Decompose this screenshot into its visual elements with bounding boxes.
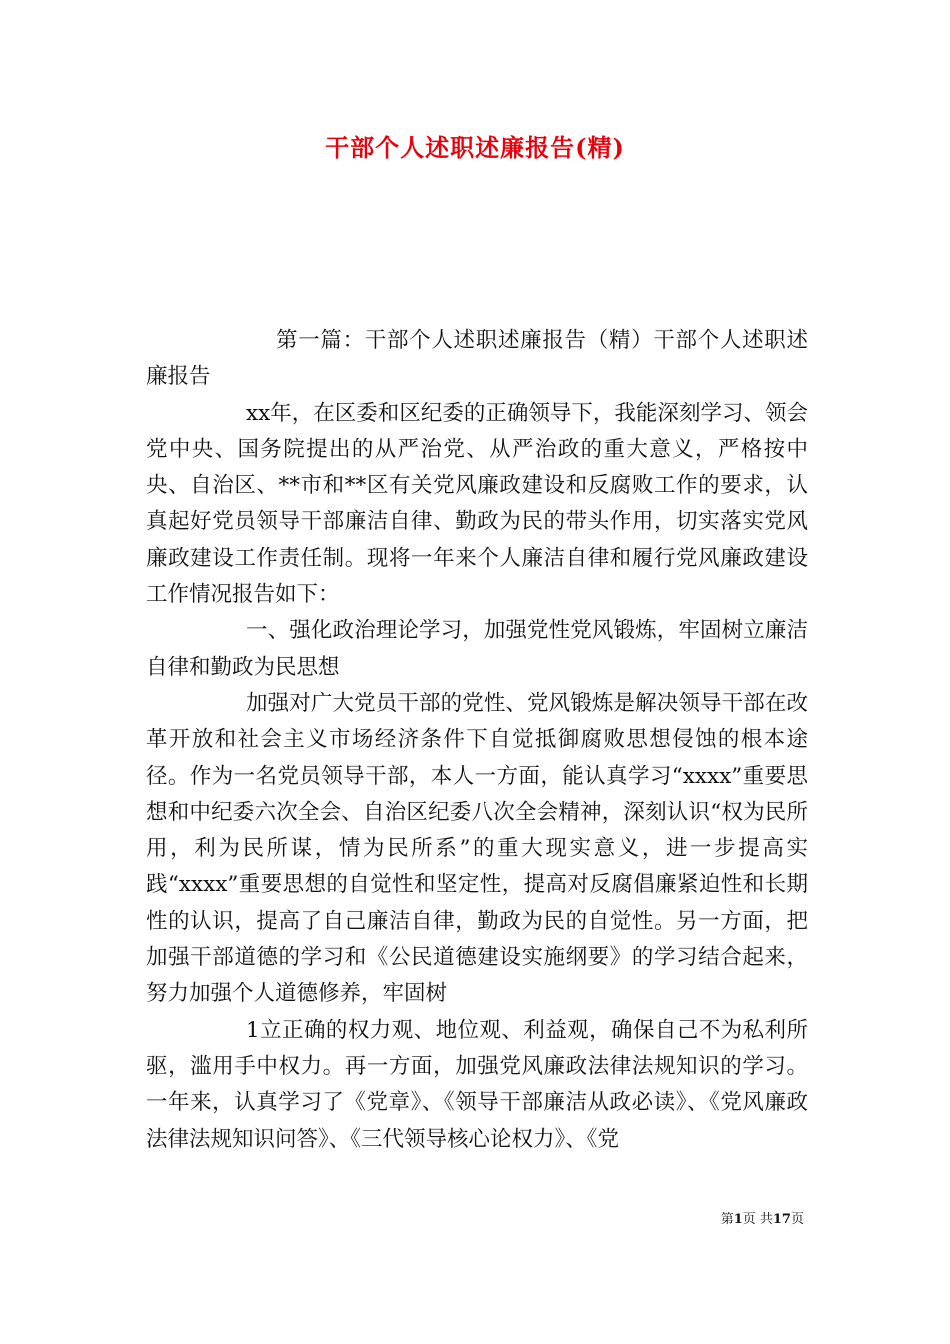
body-paragraph: 1立正确的权力观、地位观、利益观，确保自己不为私利所驱，滥用手中权力。再一方面，加强党风廉政法律法规知识的学习。一年来，认真学习了《党章》、《领导干部廉洁从政必读》、《党风廉政法律法规知识问答》、《三代领导核心论权力》、《党 (146, 1017, 808, 1152)
body-paragraph: 加强对广大党员干部的党性、党风锻炼是解决领导干部在改革开放和社会主义市场经济条件下自觉抵御腐败思想侵蚀的根本途径。作为一名党员领导干部，本人一方面，能认真学习“xxxx”重要思想和中纪委六次全会、自治区纪委八次全会精神，深刻认识“权为民所用，利为民所谋，情为民所系”的重大现实意义，进一步提高实践“xxxx”重要思想的自觉性和坚定性，提高对反腐倡廉紧迫性和长期性的认识，提高了自己廉洁自律，勤政为民的自觉性。另一方面，把加强干部道德的学习和《公民道德建设实施纲要》的学习结合起来，努力加强个人道德修养，牢固树 (146, 690, 808, 1007)
total-pages-number: 17 (772, 1212, 791, 1227)
section-heading: 一、强化政治理论学习，加强党性党风锻炼，牢固树立廉洁自律和勤政为民思想 (146, 618, 808, 680)
footer-suffix: 页 (790, 1212, 804, 1227)
document-body (146, 323, 808, 1158)
footer-prefix: 第 (720, 1212, 734, 1227)
current-page-number: 1 (733, 1212, 743, 1227)
footer-middle: 页 共 (742, 1212, 773, 1227)
page-footer (721, 1208, 804, 1227)
body-paragraph: xx年，在区委和区纪委的正确领导下，我能深刻学习、领会党中央、国务院提出的从严治党、从严治政的重大意义，严格按中央、自治区、**市和**区有关党风廉政建设和反腐败工作的要求，认真起好党员领导干部廉洁自律、勤政为民的带头作用，切实落实党风廉政建设工作责任制。现将一年来个人廉洁自律和履行党风廉政建设工作情况报告如下： (146, 400, 808, 608)
heading-paragraph: 第一篇：干部个人述职述廉报告（精）干部个人述职述廉报告 (146, 328, 808, 390)
document-title: 干部个人述职述廉报告(精) (325, 133, 625, 162)
